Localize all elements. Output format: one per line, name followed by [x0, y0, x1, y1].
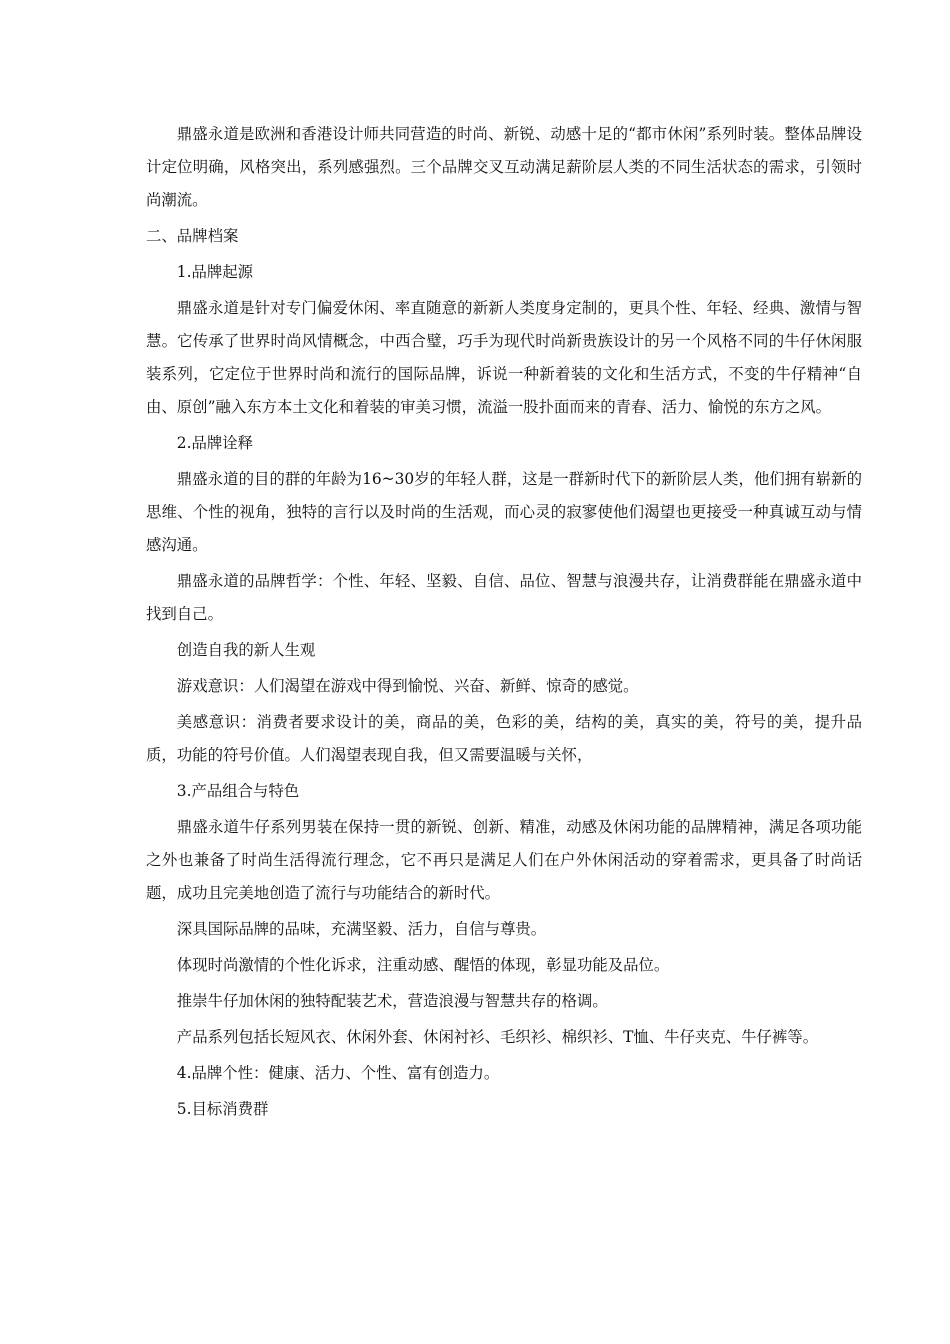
product-mix-paragraph-1: 鼎盛永道牛仔系列男装在保持一贯的新锐、创新、精准，动感及休闲功能的品牌精神，满足各项功能之外也兼备了时尚生活得流行理念，它不再只是满足人们在户外休闲活动的穿着需求，更具备了时尚话题，成功且完美地创造了流行与功能结合的新时代。 — [146, 818, 862, 902]
subsection-heading-brand-personality: 4.品牌个性：健康、活力、个性、富有创造力。 — [176, 1064, 500, 1082]
brand-interpretation-paragraph-5: 美感意识：消费者要求设计的美，商品的美，色彩的美，结构的美，真实的美，符号的美，提升品质，功能的符号价值。人们渴望表现自我，但又需要温暖与关怀， — [146, 713, 862, 764]
subsection-heading-brand-origin: 1.品牌起源 — [176, 263, 254, 281]
product-mix-paragraph-5: 产品系列包括长短风衣、休闲外套、休闲衬衫、毛织衫、棉织衫、T恤、牛仔夹克、牛仔裤等。 — [176, 1028, 819, 1046]
subsection-heading-product-mix: 3.产品组合与特色 — [176, 782, 300, 800]
brand-origin-paragraph: 鼎盛永道是针对专门偏爱休闲、率直随意的新新人类度身定制的，更具个性、年轻、经典、激情与智慧。它传承了世界时尚风情概念，中西合璧，巧手为现代时尚新贵族设计的另一个风格不同的牛仔休闲服装系列，它定位于世界时尚和流行的国际品牌，诉说一种新着装的文化和生活方式，不变的牛仔精神“自由、原创”融入东方本土文化和着装的审美习惯，流溢一股扑面而来的青春、活力、愉悦的东方之风。 — [146, 299, 862, 416]
product-mix-paragraph-2: 深具国际品牌的品味，充满坚毅、活力，自信与尊贵。 — [176, 920, 547, 938]
product-mix-paragraph-3: 体现时尚激情的个性化诉求，注重动感、醒悟的体现，彰显功能及品位。 — [176, 956, 670, 974]
brand-interpretation-paragraph-4: 游戏意识：人们渴望在游戏中得到愉悦、兴奋、新鲜、惊奇的感觉。 — [176, 677, 639, 695]
brand-interpretation-paragraph-3: 创造自我的新人生观 — [176, 641, 316, 659]
section-heading-brand-profile: 二、品牌档案 — [146, 227, 239, 245]
document-body — [146, 118, 862, 1129]
brand-interpretation-paragraph-2: 鼎盛永道的品牌哲学：个性、年轻、坚毅、自信、品位、智慧与浪漫共存，让消费群能在鼎盛永道中找到自己。 — [146, 572, 862, 623]
brand-interpretation-paragraph-1: 鼎盛永道的目的群的年龄为16~30岁的年轻人群，这是一群新时代下的新阶层人类，他们拥有崭新的思维、个性的视角，独特的言行以及时尚的生活观，而心灵的寂寥使他们渴望也更接受一种真诚互动与情感沟通。 — [146, 470, 862, 554]
intro-paragraph: 鼎盛永道是欧洲和香港设计师共同营造的时尚、新锐、动感十足的“都市休闲”系列时装。整体品牌设计定位明确，风格突出，系列感强烈。三个品牌交叉互动满足薪阶层人类的不同生活状态的需求，引领时尚潮流。 — [146, 125, 862, 209]
subsection-heading-target-consumers: 5.目标消费群 — [176, 1100, 269, 1118]
product-mix-paragraph-4: 推崇牛仔加休闲的独特配装艺术，营造浪漫与智慧共存的格调。 — [176, 992, 608, 1010]
subsection-heading-brand-interpretation: 2.品牌诠释 — [176, 434, 254, 452]
